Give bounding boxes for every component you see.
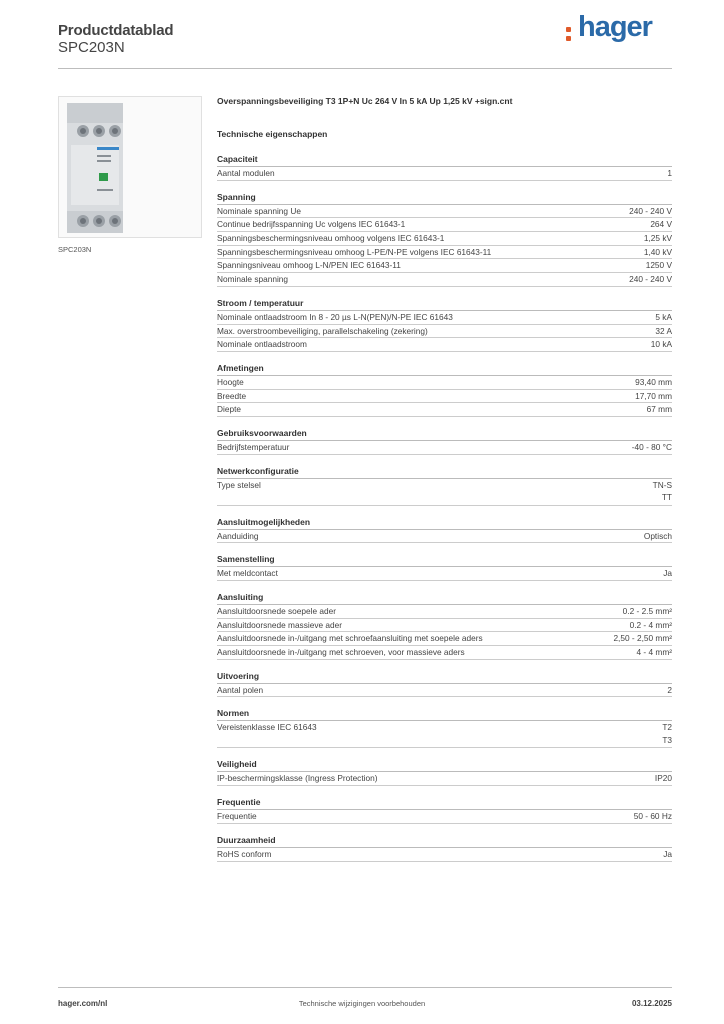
spec-label: Nominale spanning	[217, 274, 289, 285]
spec-label: Aansluitdoorsnede soepele ader	[217, 606, 337, 616]
spec-content	[217, 96, 672, 862]
spec-value-line: 93,40 mm	[635, 376, 672, 387]
spec-value	[644, 530, 672, 543]
spec-value-line: 0.2 - 2.5 mm²	[622, 606, 672, 616]
spec-label: IP-beschermingsklasse (Ingress Protection)	[217, 773, 378, 784]
spec-value	[667, 167, 672, 180]
section-title: Afmetingen	[217, 363, 672, 376]
spec-row	[217, 390, 672, 404]
spec-label: Aansluitdoorsnede massieve ader	[217, 619, 342, 630]
spec-label: Aansluitdoorsnede in-/uitgang met schroefaansluiting met soepele aders	[217, 633, 483, 644]
spec-value-line: IP20	[654, 773, 672, 784]
spec-row	[217, 232, 672, 246]
spec-value	[632, 441, 672, 454]
spec-value	[667, 684, 672, 697]
section-title: Capaciteit	[217, 154, 672, 167]
spec-row	[217, 167, 672, 181]
spec-row	[217, 567, 672, 581]
spec-value-line: Optisch	[643, 530, 672, 541]
spec-value-line: 1,25 kV	[643, 233, 672, 244]
spec-label: Bedrijfstemperatuur	[217, 441, 290, 452]
spec-row	[217, 311, 672, 325]
spec-label: Spanningsbeschermingsniveau omhoog volgens IEC 61643-1	[217, 233, 445, 244]
spec-row	[217, 646, 672, 660]
spec-value	[629, 205, 672, 218]
spec-value-line: 10 kA	[650, 339, 672, 350]
spec-value	[663, 848, 672, 861]
spec-row	[217, 848, 672, 862]
spec-value	[635, 376, 672, 389]
spec-row	[217, 218, 672, 232]
spec-row	[217, 338, 672, 352]
spec-label: Breedte	[217, 390, 247, 401]
spec-label: Spanningsbeschermingsniveau omhoog L-PE/N-PE volgens IEC 61643-11	[217, 246, 492, 257]
section-title: Samenstelling	[217, 554, 672, 567]
spec-value	[644, 246, 672, 259]
spec-value	[650, 218, 672, 231]
spec-label: Spanningsniveau omhoog L-N/PEN IEC 61643-11	[217, 260, 401, 271]
spec-row	[217, 772, 672, 786]
spec-row	[217, 273, 672, 287]
spec-row	[217, 684, 672, 698]
hager-logo	[566, 11, 676, 48]
spec-label: Hoogte	[217, 376, 244, 387]
spec-row	[217, 810, 672, 824]
spec-value-line: 5 kA	[655, 311, 672, 322]
section-title: Normen	[217, 708, 672, 721]
spec-value	[662, 721, 672, 746]
spec-label: Nominale ontlaadstroom In 8 - 20 µs L-N(PEN)/N-PE IEC 61643	[217, 311, 453, 322]
footer-website[interactable]: hager.com/nl	[58, 999, 108, 1008]
spec-row	[217, 403, 672, 417]
spec-row	[217, 605, 672, 619]
spec-value-line: 32 A	[655, 325, 672, 336]
spec-value-line: 4 - 4 mm²	[636, 647, 672, 658]
spec-label: Vereistenklasse IEC 61643	[217, 722, 317, 733]
spec-value	[651, 338, 672, 351]
spec-label: Nominale ontlaadstroom	[217, 339, 307, 350]
spec-value-line: 240 - 240 V	[629, 274, 672, 285]
spec-value-line: 1,40 kV	[643, 246, 672, 257]
header-divider	[58, 68, 672, 69]
product-description: Overspanningsbeveiliging T3 1P+N Uc 264 V In 5 kA Up 1,25 kV +sign.cnt	[217, 96, 513, 106]
spec-row	[217, 325, 672, 339]
spec-value	[644, 232, 672, 245]
spec-value-line: T3	[662, 734, 672, 745]
section-title: Veiligheid	[217, 759, 672, 772]
section-title: Aansluitmogelijkheden	[217, 517, 672, 530]
brand-name: hager	[578, 11, 652, 43]
section-title: Spanning	[217, 192, 672, 205]
footer-divider	[58, 987, 672, 988]
section-title: Aansluiting	[217, 592, 672, 605]
spec-sections	[217, 154, 672, 862]
spec-label: Type stelsel	[217, 479, 261, 490]
spec-label: Aantal polen	[217, 684, 264, 695]
spec-label: Aanduiding	[217, 530, 259, 541]
footer-disclaimer: Technische wijzigingen voorbehouden	[298, 999, 426, 1008]
spec-value-line: -40 - 80 °C	[631, 441, 672, 452]
section-title: Uitvoering	[217, 671, 672, 684]
logo-dots-icon	[566, 27, 572, 43]
spec-row	[217, 479, 672, 506]
spec-label: RoHS conform	[217, 848, 272, 859]
spec-label: Met meldcontact	[217, 568, 278, 579]
spec-value	[653, 479, 672, 504]
surge-protector-icon	[59, 97, 203, 239]
spec-value-line: 67 mm	[646, 404, 672, 415]
spec-row	[217, 530, 672, 544]
product-image	[58, 96, 202, 238]
section-title: Gebruiksvoorwaarden	[217, 428, 672, 441]
spec-value-line: 17,70 mm	[635, 390, 672, 401]
spec-row	[217, 205, 672, 219]
spec-value-line: 240 - 240 V	[629, 205, 672, 216]
spec-value-line: 1250 V	[645, 260, 672, 271]
section-title: Stroom / temperatuur	[217, 298, 672, 311]
spec-value-line: 264 V	[650, 219, 672, 230]
spec-label: Diepte	[217, 404, 241, 415]
section-title: Netwerkconfiguratie	[217, 466, 672, 479]
spec-value-line: T2	[662, 722, 672, 733]
spec-value	[647, 403, 672, 416]
spec-label: Nominale spanning Ue	[217, 205, 301, 216]
spec-label: Frequentie	[217, 811, 257, 822]
spec-value-line: 1	[667, 168, 672, 178]
spec-value	[629, 273, 672, 286]
spec-row	[217, 376, 672, 390]
spec-value	[630, 619, 672, 632]
spec-value-line: Ja	[663, 848, 672, 859]
page-title: Productdatablad	[58, 22, 174, 39]
spec-value	[637, 646, 673, 659]
spec-label: Aantal modulen	[217, 168, 275, 178]
spec-row	[217, 441, 672, 455]
spec-value-line: 0.2 - 4 mm²	[629, 619, 672, 630]
spec-value-line: Ja	[663, 568, 672, 579]
product-caption: SPC203N	[58, 245, 92, 254]
section-title: Frequentie	[217, 797, 672, 810]
product-code: SPC203N	[58, 39, 125, 56]
spec-value-line: 50 - 60 Hz	[633, 811, 672, 822]
footer-date: 03.12.2025	[631, 999, 672, 1008]
spec-row	[217, 246, 672, 260]
spec-value-line: 2	[667, 684, 672, 695]
spec-value	[613, 632, 672, 645]
spec-value	[635, 390, 672, 403]
spec-value	[655, 311, 672, 324]
spec-value-line: TN-S	[652, 479, 672, 490]
spec-row	[217, 632, 672, 646]
spec-value-line: TT	[661, 492, 672, 503]
spec-value	[623, 605, 672, 618]
spec-row	[217, 619, 672, 633]
spec-value	[646, 259, 672, 272]
spec-label: Continue bedrijfsspanning Uc volgens IEC 61643-1	[217, 219, 406, 230]
spec-row	[217, 259, 672, 273]
spec-value	[663, 567, 672, 580]
spec-value	[655, 772, 672, 785]
section-title: Duurzaamheid	[217, 835, 672, 848]
spec-label: Max. overstroombeveiliging, parallelschakeling (zekering)	[217, 325, 428, 336]
spec-row	[217, 721, 672, 748]
spec-value	[634, 810, 672, 823]
tech-heading: Technische eigenschappen	[217, 129, 328, 139]
spec-label: Aansluitdoorsnede in-/uitgang met schroeven, voor massieve aders	[217, 647, 465, 658]
spec-value	[655, 325, 672, 338]
spec-value-line: 2,50 - 2,50 mm²	[613, 633, 672, 644]
